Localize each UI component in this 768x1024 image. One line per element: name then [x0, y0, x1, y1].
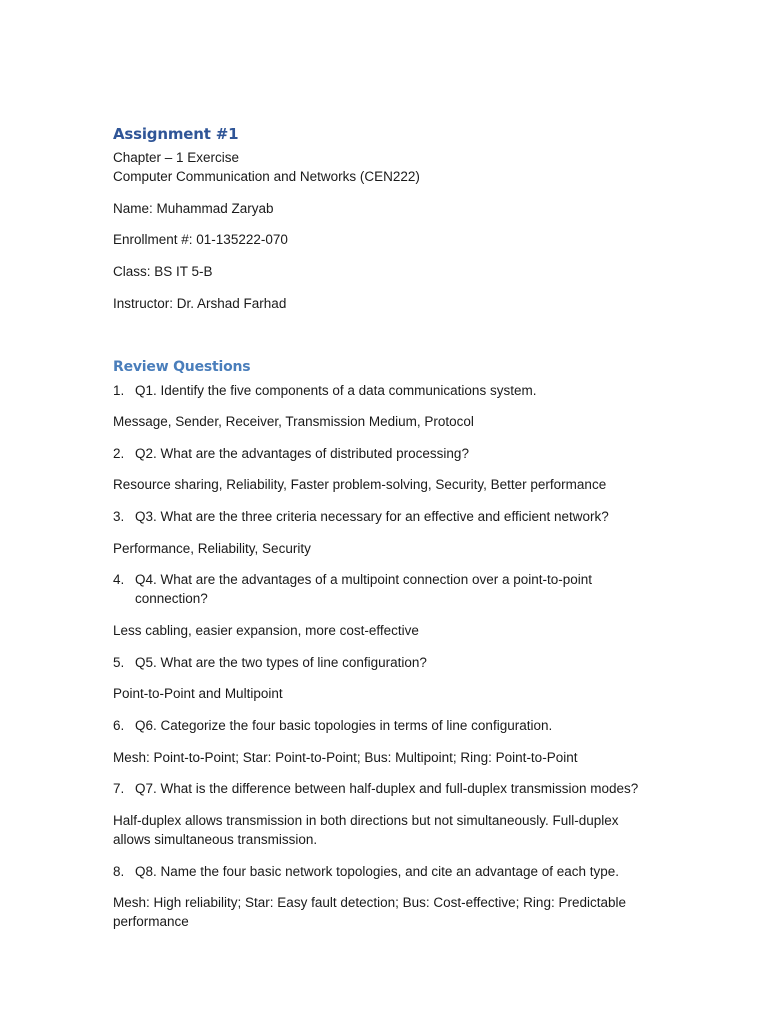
- answer-text: Point-to-Point and Multipoint: [113, 686, 283, 701]
- question-number: 5.: [113, 655, 125, 670]
- question-text: Q7. What is the difference between half-duplex and full-duplex transmission modes?: [135, 781, 639, 796]
- course-line: Computer Communication and Networks (CEN222): [113, 169, 420, 184]
- question-text: Q2. What are the advantages of distributed processing?: [135, 446, 469, 461]
- question-item: [113, 381, 673, 400]
- question-text: Q3. What are the three criteria necessary for an effective and efficient network?: [135, 509, 609, 524]
- question-item: [113, 507, 673, 526]
- question-item: [113, 779, 713, 798]
- student-name: Name: Muhammad Zaryab: [113, 201, 274, 216]
- question-item: [113, 716, 673, 735]
- assignment-title: Assignment #1: [113, 125, 239, 143]
- answer-text: Performance, Reliability, Security: [113, 541, 311, 556]
- question-number: 1.: [113, 383, 125, 398]
- question-text: Q1. Identify the five components of a data communications system.: [135, 383, 537, 398]
- answer-text: Less cabling, easier expansion, more cost-effective: [113, 623, 419, 638]
- answer-text: Mesh: Point-to-Point; Star: Point-to-Point; Bus: Multipoint; Ring: Point-to-Point: [113, 750, 578, 765]
- question-item: [113, 444, 673, 463]
- class-line: Class: BS IT 5-B: [113, 264, 213, 279]
- question-number: 8.: [113, 864, 125, 879]
- question-number: 7.: [113, 781, 125, 796]
- enrollment-number: Enrollment #: 01-135222-070: [113, 232, 288, 247]
- question-number: 6.: [113, 718, 125, 733]
- question-text: Q5. What are the two types of line configuration?: [135, 655, 427, 670]
- question-item: [113, 570, 633, 608]
- chapter-line: Chapter – 1 Exercise: [113, 150, 240, 165]
- question-number: 4.: [113, 572, 125, 587]
- answer-text: Half-duplex allows transmission in both directions but not simultaneously. Full-duplex allows simultaneous transmission.: [113, 813, 619, 847]
- section-title-review-questions: Review Questions: [113, 359, 251, 375]
- answer-text: Mesh: High reliability; Star: Easy fault detection; Bus: Cost-effective; Ring: Predictable performance: [113, 895, 626, 929]
- answer-text: Message, Sender, Receiver, Transmission Medium, Protocol: [113, 414, 474, 429]
- instructor-line: Instructor: Dr. Arshad Farhad: [113, 296, 287, 311]
- question-item: [113, 862, 673, 881]
- question-number: 3.: [113, 509, 125, 524]
- question-text: Q8. Name the four basic network topologies, and cite an advantage of each type.: [135, 864, 620, 879]
- answer-text: Resource sharing, Reliability, Faster problem-solving, Security, Better performance: [113, 477, 607, 492]
- question-number: 2.: [113, 446, 125, 461]
- question-text: Q4. What are the advantages of a multipoint connection over a point-to-point connection?: [135, 572, 593, 606]
- question-item: [113, 653, 673, 672]
- question-text: Q6. Categorize the four basic topologies in terms of line configuration.: [135, 718, 553, 733]
